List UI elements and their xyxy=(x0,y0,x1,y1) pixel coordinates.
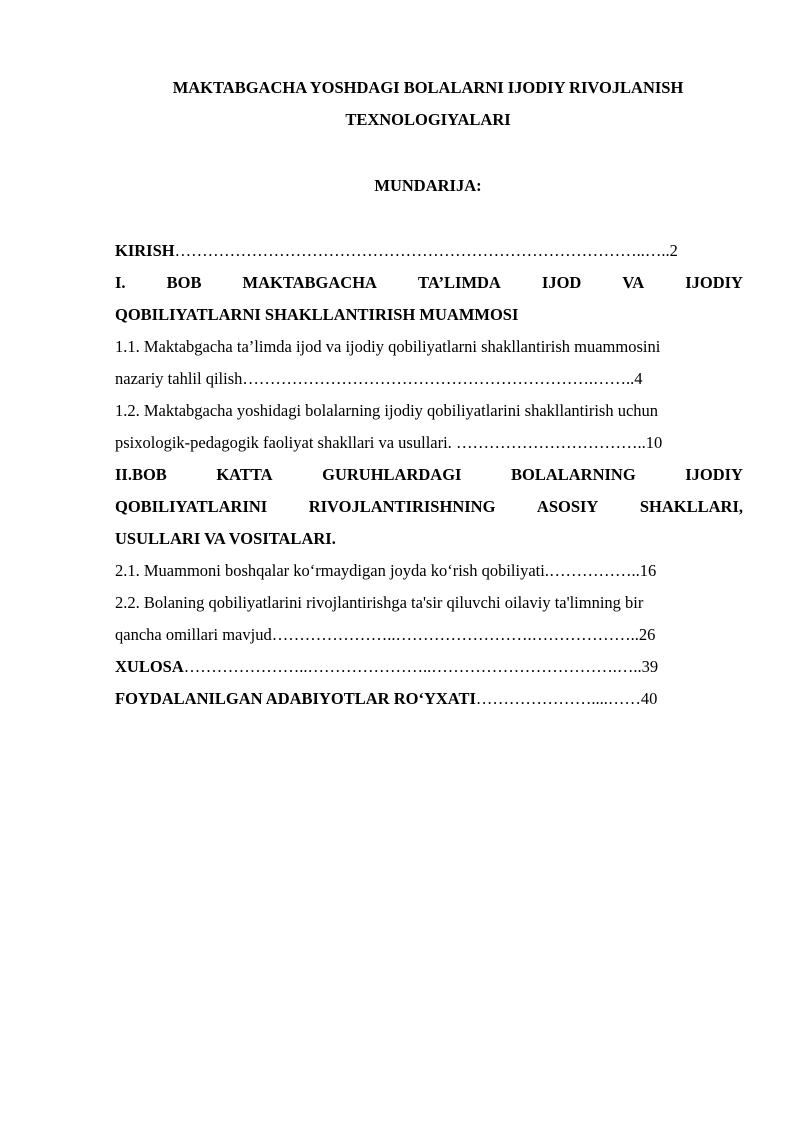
toc-word: GURUHLARDAGI xyxy=(322,465,462,484)
toc-section-1-2-line-2 xyxy=(115,427,743,459)
toc-page-number: 39 xyxy=(641,657,659,676)
toc-chapter-1-line-2: QOBILIYATLARNI SHAKLLANTIRISH MUAMMOSI xyxy=(115,305,519,324)
toc-leader: …………………………….. xyxy=(455,433,646,452)
table-of-contents xyxy=(115,235,743,715)
toc-section-2-2-line-2 xyxy=(115,619,743,651)
toc-word: BOB xyxy=(166,273,202,292)
toc-leader: …………………………………………………………………………..….. xyxy=(174,241,670,260)
toc-word: QOBILIYATLARINI xyxy=(115,497,268,516)
toc-word: IJODIY xyxy=(685,465,743,484)
toc-entry-kirish xyxy=(115,235,743,267)
toc-entry-label: XULOSA xyxy=(115,657,184,676)
toc-word: MAKTABGACHA xyxy=(242,273,377,292)
toc-entry-adabiyotlar xyxy=(115,683,743,715)
toc-entry-xulosa xyxy=(115,651,743,683)
toc-word: SHAKLLARI, xyxy=(639,497,743,516)
toc-page-number: 26 xyxy=(638,625,656,644)
toc-leader: …………………....…… xyxy=(475,689,641,708)
toc-section-1-2-line-1: 1.2. Maktabgacha yoshidagi bolalarning ijodiy qobiliyatlarini shakllantirish uchun xyxy=(115,401,659,420)
toc-word: ASOSIY xyxy=(536,497,599,516)
toc-entry-label: nazariy tahlil qilish xyxy=(115,369,243,388)
toc-leader: ……………………………………………………….…….. xyxy=(242,369,635,388)
toc-page-number: 4 xyxy=(634,369,643,388)
toc-chapter-2-line-1 xyxy=(115,459,743,491)
toc-word: IJOD xyxy=(541,273,582,292)
toc-section-2-1 xyxy=(115,555,743,587)
toc-entry-label: KIRISH xyxy=(115,241,175,260)
toc-entry-label: 2.1. Muammoni boshqalar ko‘rmaydigan joyda ko‘rish qobiliyati. xyxy=(115,561,549,580)
toc-word: RIVOJLANTIRISHNING xyxy=(308,497,496,516)
toc-word: TA’LIMDA xyxy=(418,273,501,292)
document-title xyxy=(112,72,744,136)
toc-chapter-2-line-2 xyxy=(115,491,743,523)
toc-page-number: 40 xyxy=(640,689,658,708)
toc-chapter-1-line-1 xyxy=(115,267,743,299)
toc-word: KATTA xyxy=(216,465,273,484)
toc-section-1-1-line-2 xyxy=(115,363,743,395)
toc-word: IJODIY xyxy=(685,273,743,292)
toc-word: BOLALARNING xyxy=(510,465,636,484)
contents-heading: MUNDARIJA: xyxy=(374,176,482,195)
toc-leader: …………………..…………………….……………….. xyxy=(271,625,639,644)
toc-page-number: 16 xyxy=(639,561,657,580)
toc-section-1-1-line-1: 1.1. Maktabgacha ta’limda ijod va ijodiy qobiliyatlarni shakllantirish muammosini xyxy=(115,337,661,356)
toc-word: II.BOB xyxy=(115,465,167,484)
toc-entry-label: FOYDALANILGAN ADABIYOTLAR RO‘YXATI xyxy=(115,689,476,708)
title-line-2: TEXNOLOGIYALARI xyxy=(345,110,511,129)
toc-leader: …………………..…………………..…………………………….….. xyxy=(183,657,642,676)
toc-section-2-2-line-1: 2.2. Bolaning qobiliyatlarini rivojlantirishga ta'sir qiluvchi oilaviy ta'limning bir xyxy=(115,593,644,612)
toc-page-number: 2 xyxy=(669,241,678,260)
toc-word: VA xyxy=(622,273,645,292)
toc-leader: …………….. xyxy=(548,561,640,580)
title-line-1: MAKTABGACHA YOSHDAGI BOLALARNI IJODIY RIVOJLANISH xyxy=(172,78,684,97)
toc-entry-label: qancha omillari mavjud xyxy=(115,625,272,644)
toc-word: I. xyxy=(115,273,126,292)
toc-page-number: 10 xyxy=(645,433,663,452)
toc-entry-label: psixologik-pedagogik faoliyat shakllari va usullari. xyxy=(115,433,456,452)
toc-chapter-2-line-3: USULLARI VA VOSITALARI. xyxy=(115,529,336,548)
